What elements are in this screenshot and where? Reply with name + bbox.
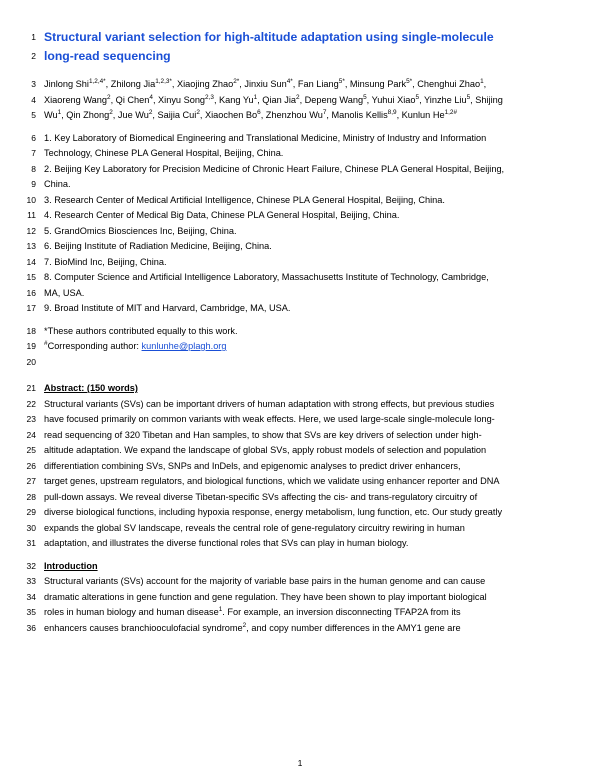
line-number: 26	[26, 460, 36, 471]
author-line	[14, 93, 566, 109]
introduction-line: roles in human biology and human disease$^1$. For example, an inversion disconnecting TFAP2A from its	[44, 605, 461, 617]
introduction-line-row	[14, 605, 566, 621]
line-number: 27	[26, 476, 36, 486]
affiliation-line-row	[14, 270, 566, 286]
abstract-line-row	[14, 443, 566, 459]
line-number: 35	[26, 607, 36, 617]
affiliation-line-row	[14, 146, 566, 162]
abstract-line-row	[14, 428, 566, 444]
abstract-line: pull-down assays. We reveal diverse Tibetan-specific SVs affecting the cis- and trans-regulatory circuitry of	[44, 491, 478, 502]
title-line	[14, 28, 566, 47]
line-number: 18	[26, 325, 36, 336]
introduction-heading-row	[14, 559, 566, 575]
corresponding-author-text	[44, 339, 566, 355]
author-line	[14, 77, 566, 93]
abstract-line-row	[14, 490, 566, 506]
affiliation-line: 8. Computer Science and Artificial Intelligence Laboratory, Massachusetts Institute of Technology, Cambridge,	[44, 272, 489, 282]
author-line	[14, 108, 566, 124]
affiliation-line: China.	[44, 179, 71, 189]
line-number: 9	[31, 179, 36, 189]
line-number: 11	[27, 210, 36, 220]
line-number: 6	[31, 132, 36, 143]
affiliation-line-row	[14, 239, 566, 255]
title-line	[14, 47, 566, 66]
abstract-line: adaptation, and illustrates the diverse functional roles that SVs can play in human biology.	[44, 538, 409, 548]
abstract-heading: Abstract: (150 words)	[44, 383, 138, 393]
line-number: 24	[26, 429, 36, 440]
line-number: 16	[26, 287, 36, 298]
line-number: 8	[31, 163, 36, 174]
introduction-line: enhancers causes branchiooculofacial syndrome$^2$, and copy number differences in the AMY1 gene are	[44, 621, 461, 633]
line-number: 13	[26, 241, 36, 251]
blank-line	[14, 355, 566, 371]
abstract-line: read sequencing of 320 Tibetan and Han samples, to show that SVs are key drivers of selection under high-	[44, 429, 482, 440]
line-number: 32	[26, 560, 36, 571]
corresponding-author-line	[14, 339, 566, 355]
introduction-line: Structural variants (SVs) account for the majority of variable base pairs in the human genome and can cause	[44, 576, 486, 586]
introduction-body	[14, 574, 566, 636]
line-number: 25	[26, 445, 36, 455]
line-number: 33	[26, 576, 36, 586]
corresponding-email-link[interactable]: kunlunhe@plagh.org	[141, 341, 227, 351]
affiliation-line-row	[14, 177, 566, 193]
line-number: 31	[26, 538, 36, 548]
author-names: Xiaoreng Wang$^2$, Qi Chen$^4$, Xinyu Song$^{2,3}$, Kang Yu$^1$, Qian Jia$^2$, Depeng Wang$^5$, Yuhui Xiao$^5$, Yinzhe Liu$^5$, Shijing	[44, 93, 503, 105]
affiliation-line: 4. Research Center of Medical Big Data, Chinese PLA General Hospital, Beijing, China.	[44, 210, 400, 220]
line-number: 22	[26, 398, 36, 409]
line-number: 19	[26, 341, 36, 351]
affiliation-line: Technology, Chinese PLA General Hospital, Beijing, China.	[44, 148, 284, 158]
line-number: 29	[26, 507, 36, 517]
introduction-line-row	[14, 574, 566, 590]
affiliation-line-row	[14, 255, 566, 271]
line-number: 34	[26, 591, 36, 602]
abstract-line-row	[14, 536, 566, 552]
affiliation-line: 6. Beijing Institute of Radiation Medicine, Beijing, China.	[44, 241, 272, 251]
introduction-line-row	[14, 590, 566, 606]
affiliation-line-row	[14, 301, 566, 317]
equal-contribution-note	[14, 324, 566, 340]
abstract-line-row	[14, 474, 566, 490]
abstract-line-row	[14, 505, 566, 521]
abstract-line: altitude adaptation. We expand the landscape of global SVs, apply robust models of selection and population	[44, 445, 487, 455]
abstract-line: have focused primarily on common variants with weak effects. Here, we used large-scale single-molecule long-	[44, 414, 495, 424]
affiliations-block	[14, 131, 566, 317]
note-text: *These authors contributed equally to this work.	[44, 325, 238, 336]
author-names: Wu$^1$, Qin Zhong$^2$, Jue Wu$^2$, Saijia Cui$^2$, Xiaochen Bo$^6$, Zhenzhou Wu$^7$, Manolis Kellis$^{8,9}$, Kunlun $He^{1,2\#}$	[44, 108, 458, 120]
page-title-continued: long-read sequencing	[44, 49, 171, 63]
affiliation-line: MA, USA.	[44, 287, 85, 298]
abstract-line: differentiation combining SVs, SNPs and InDels, and epigenomic analyses to predict driver enhancers,	[44, 460, 461, 471]
affiliation-line-row	[14, 131, 566, 147]
line-number: 12	[26, 225, 36, 236]
page-number: 1	[297, 758, 303, 768]
line-number: 28	[26, 491, 36, 502]
line-number: 36	[26, 622, 36, 633]
line-number: 5	[31, 110, 36, 120]
affiliation-line-row	[14, 224, 566, 240]
abstract-heading-row	[14, 381, 566, 397]
line-number: 2	[31, 51, 36, 61]
affiliation-line: 5. GrandOmics Biosciences Inc, Beijing, China.	[44, 225, 237, 236]
affiliation-line: 1. Key Laboratory of Biomedical Engineering and Translational Medicine, Ministry of Industry and Information	[44, 132, 487, 143]
line-number: 1	[31, 32, 36, 42]
line-number: 20	[26, 356, 36, 367]
introduction-line-row	[14, 621, 566, 637]
affiliation-line-row	[14, 208, 566, 224]
line-number: 15	[26, 272, 36, 282]
line-number: 4	[31, 94, 36, 105]
abstract-line: expands the global SV landscape, reveals the central role of gene-regulatory circuitry rewiring in human	[44, 522, 465, 533]
introduction-heading: Introduction	[44, 560, 98, 571]
introduction-line: dramatic alterations in gene function and gene regulation. They have been shown to play important biological	[44, 591, 487, 602]
affiliation-line: 7. BioMind Inc, Beijing, China.	[44, 256, 167, 267]
corresponding-prefix: #Corresponding author:	[44, 339, 142, 351]
abstract-line: diverse biological functions, including hypoxia response, energy metabolism, lung function, etc. Our study greatly	[44, 507, 503, 517]
affiliation-line-row	[14, 286, 566, 302]
line-number: 3	[31, 79, 36, 89]
abstract-line-row	[14, 412, 566, 428]
affiliation-line: 9. Broad Institute of MIT and Harvard, Cambridge, MA, USA.	[44, 303, 291, 313]
affiliation-line: 2. Beijing Key Laboratory for Precision Medicine of Chronic Heart Failure, Chinese PLA General Hospital, Beijing,	[44, 163, 505, 174]
line-number: 7	[31, 148, 36, 158]
abstract-body	[14, 397, 566, 552]
line-number: 30	[26, 522, 36, 533]
abstract-line: target genes, upstream regulators, and biological functions, which we validate using enhancer reporter and DNA	[44, 476, 500, 486]
line-number: 21	[26, 383, 36, 393]
page-title: Structural variant selection for high-altitude adaptation using single-molecule	[44, 30, 494, 44]
affiliation-line-row	[14, 193, 566, 209]
abstract-line: Structural variants (SVs) can be important drivers of human adaptation with strong effects, but previous studies	[44, 398, 495, 409]
affiliation-line: 3. Research Center of Medical Artificial Intelligence, Chinese PLA General Hospital, Beijing, China.	[44, 194, 445, 205]
abstract-line-row	[14, 459, 566, 475]
abstract-line-row	[14, 521, 566, 537]
line-number: 14	[26, 256, 36, 267]
line-number: 23	[26, 414, 36, 424]
author-names: Jinlong Shi$^{1,2,4*}$, Zhilong Jia$^{1,2,3*}$, Xiaojing Zhao$^{2*}$, Jinxiu Sun$^{4*}$, Fan Liang$^{5*}$, Minsung Park$^{5*}$, Chenghui Zhao$^1$,	[44, 77, 487, 89]
line-number: 17	[26, 303, 36, 313]
abstract-line-row	[14, 397, 566, 413]
line-number: 10	[26, 194, 36, 205]
affiliation-line-row	[14, 162, 566, 178]
